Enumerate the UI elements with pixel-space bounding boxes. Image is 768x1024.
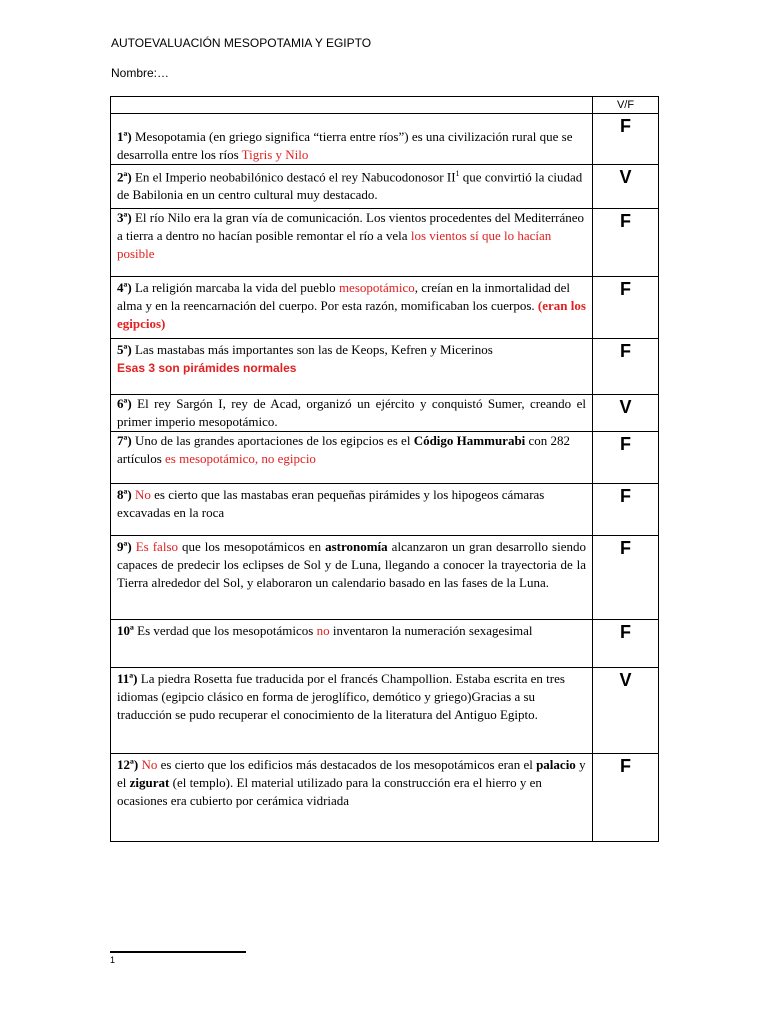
question-text: alcanzaron un gran desarrollo siendo capaces de predecir los eclipses de Sol y de Luna, llegando a conocer la trayectoria de la Tierra alrededor del Sol, y elaboraron un calendario basado en las fases de la Luna. (117, 539, 586, 590)
answer-9: F (593, 536, 659, 620)
table-row (111, 484, 659, 536)
question-6 (111, 395, 593, 432)
answer-11: V (593, 668, 659, 754)
correction-text: es mesopotámico, no egipcio (165, 451, 316, 466)
question-text: La religión marcaba la vida del pueblo (131, 280, 339, 295)
answer-3: F (593, 209, 659, 277)
question-8 (111, 484, 593, 536)
question-text: es cierto que los edificios más destacados de los mesopotámicos eran el (157, 757, 537, 772)
table-row (111, 620, 659, 668)
question-number: 12ª) (117, 757, 139, 772)
question-text: El río Nilo era la gran vía de comunicación. Los vientos procedentes del Mediterráneo a tierra a dentro no hacían posible remontar el río a vela (117, 210, 585, 243)
correction-text: No (131, 487, 151, 502)
answer-4: F (593, 277, 659, 339)
question-text: y el (117, 757, 586, 790)
question-text: El rey Sargón I, rey de Acad, organizó un ejército y conquistó Sumer, creando el primer imperio mesopotámico. (117, 396, 586, 429)
question-4 (111, 277, 593, 339)
footnote-ref: 1 (455, 169, 460, 178)
question-text: , creían en la inmortalidad del alma y en la reencarnación del cuerpo. Por esta razón, momificaban los cuerpos. (117, 280, 570, 313)
question-text: inventaron la numeración sexagesimal (329, 623, 533, 638)
question-table (110, 96, 659, 842)
answer-8: F (593, 484, 659, 536)
bold-term: astronomía (325, 539, 388, 554)
question-text: Uno de las grandes aportaciones de los egipcios es el (131, 433, 414, 448)
question-text: En el Imperio neobabilónico destacó el rey Nabucodonosor II (131, 169, 456, 185)
answer-6: V (593, 395, 659, 432)
correction-text: no (316, 623, 330, 638)
footnote-number: 1 (110, 955, 116, 965)
question-number: 7ª) (117, 433, 132, 448)
question-11 (111, 668, 593, 754)
question-text: con 282 artículos (117, 433, 571, 466)
correction-text: Es falso (131, 539, 178, 554)
correction-text: mesopotámico (338, 280, 415, 295)
table-row (111, 277, 659, 339)
question-text: (el templo). El material utilizado para la construcción era el hierro y en ocasiones era cubierto por cerámica vidriada (117, 775, 542, 808)
table-row (111, 209, 659, 277)
bold-term: Código Hammurabi (413, 433, 526, 448)
table-row (111, 536, 659, 620)
correction-note: Esas 3 son pirámides normales (117, 361, 297, 375)
table-row (111, 754, 659, 842)
correction-text: No (138, 757, 158, 772)
answer-5: F (593, 339, 659, 395)
table-row (111, 668, 659, 754)
correction-text: Tigris y Nilo (241, 147, 309, 162)
answer-2: V (593, 165, 659, 209)
question-3 (111, 209, 593, 277)
vf-column-header: V/F (593, 97, 659, 114)
question-number: 10ª (117, 623, 134, 638)
question-text: La piedra Rosetta fue traducida por el francés Champollion. Estaba escrita en tres idiomas (egipcio clásico en forma de jeroglífico, demótico y griego)Gracias a su traducción se pudo recuperar el conocimiento de la literatura del Antiguo Egipto. (117, 671, 565, 722)
question-5 (111, 339, 593, 395)
question-text: Mesopotamia (en griego significa “tierra entre ríos”) es una civilización rural que se desarrolla entre los ríos (117, 129, 573, 162)
table-row (111, 339, 659, 395)
footnote-separator (110, 951, 246, 953)
page-title: AUTOEVALUACIÓN MESOPOTAMIA Y EGIPTO (111, 36, 372, 50)
question-text: que convirtió la ciudad de Babilonia en un centro cultural muy destacado. (117, 169, 583, 203)
table-row (111, 432, 659, 484)
question-number: 3ª) (117, 210, 132, 225)
answer-10: F (593, 620, 659, 668)
question-number: 9ª) (117, 539, 132, 554)
question-10 (111, 620, 593, 668)
question-text: que los mesopotámicos en (178, 539, 326, 554)
question-12 (111, 754, 593, 842)
table-row (111, 395, 659, 432)
question-7 (111, 432, 593, 484)
question-1 (111, 114, 593, 165)
table-header-row (111, 97, 659, 114)
question-number: 8ª) (117, 487, 132, 502)
header-blank-cell (111, 97, 593, 114)
answer-1: F (593, 114, 659, 165)
correction-text: los vientos sí que lo hacían posible (117, 228, 552, 261)
answer-12: F (593, 754, 659, 842)
question-9 (111, 536, 593, 620)
table-row (111, 114, 659, 165)
question-number: 2ª) (117, 169, 132, 185)
question-text: es cierto que las mastabas eran pequeñas pirámides y los hipogeos cámaras excavadas en la roca (117, 487, 545, 520)
table-row (111, 165, 659, 209)
answer-7: F (593, 432, 659, 484)
question-number: 5ª) (117, 342, 132, 357)
correction-text: (eran los egipcios) (117, 298, 586, 331)
name-field-label: Nombre:… (111, 66, 170, 80)
question-number: 6ª) (117, 396, 132, 411)
question-number: 1ª) (117, 129, 132, 144)
question-text: Es verdad que los mesopotámicos (133, 623, 317, 638)
question-text: Las mastabas más importantes son las de Keops, Kefren y Micerinos (131, 342, 493, 357)
question-2 (111, 165, 593, 209)
bold-term: zigurat (129, 775, 170, 790)
question-number: 4ª) (117, 280, 132, 295)
bold-term: palacio (536, 757, 576, 772)
question-number: 11ª) (117, 671, 138, 686)
